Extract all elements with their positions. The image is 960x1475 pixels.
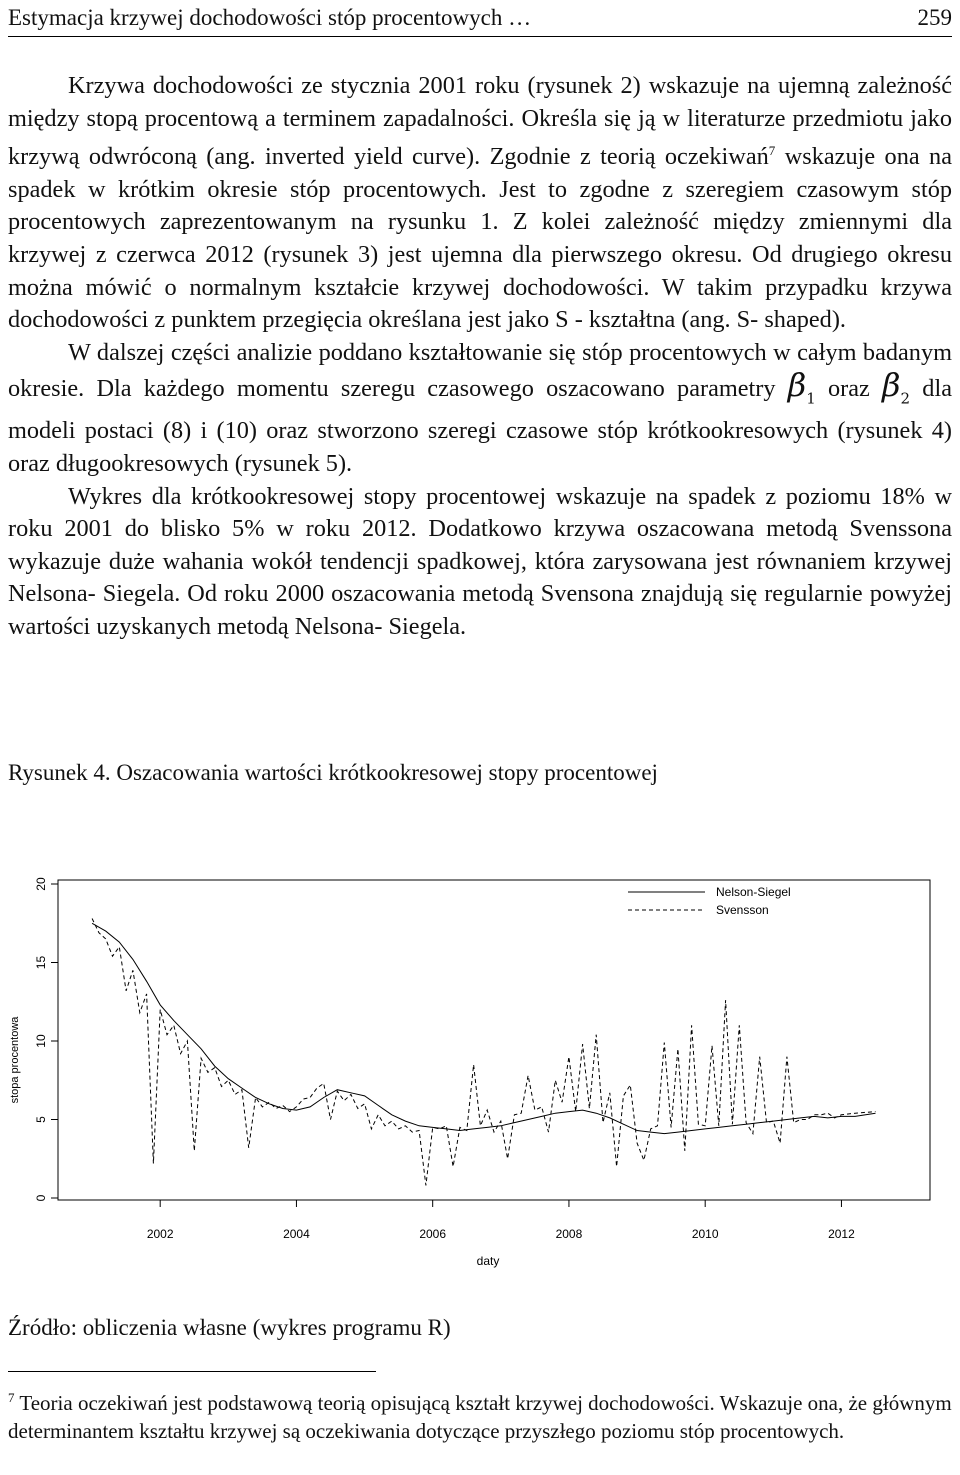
beta-2-symbol — [882, 366, 911, 408]
page-number: 259 — [917, 5, 952, 30]
legend-entry: Nelson-Siegel — [716, 885, 791, 899]
y-tick-label: 5 — [34, 1116, 48, 1123]
figure-caption: Rysunek 4. Oszacowania wartości krótkookresowej stopy procentowej — [8, 760, 658, 785]
paragraph-1 — [8, 70, 952, 337]
body-text — [8, 70, 952, 644]
y-axis-label: stopa procentowa — [9, 1016, 21, 1104]
short-rate-chart — [0, 860, 960, 1280]
paragraph-1-start: Krzywa dochodowości ze stycznia 2001 roku (rysunek 2) wskazuje na ujemną zależność między stopą procentową a terminem zapadalności. Określa się ją w literaturze przedmiotu jako krzywą odwróconą (ang. inverted yield curve). Zgodnie z teorią oczekiwań — [8, 72, 952, 171]
x-tick-label: 2010 — [691, 1227, 719, 1241]
footnote — [8, 1384, 952, 1445]
x-tick-label: 2002 — [146, 1227, 174, 1241]
beta-2-subscript: 2 — [900, 389, 911, 408]
beta-1-letter: β — [787, 366, 807, 405]
figure-source: Źródło: obliczenia własne (wykres programu R) — [8, 1315, 451, 1340]
paragraph-3: Wykres dla krótkookresowej stopy procentowej wskazuje na spadek z poziomu 18% w roku 2001 do blisko 5% w roku 2012. Dodatkowo krzywa oszacowana metodą Svenssona wykazuje duże wahania wokół tendencji spadkowej, która zarysowana jest równaniem krzywej Nelsona- Siegela. Od roku 2000 oszacowania metodą Svensona znajdują się regularnie powyżej wartości uzyskanych metodą Nelsona- Siegela. — [8, 482, 952, 640]
y-tick-label: 0 — [34, 1194, 48, 1202]
plot-frame — [58, 880, 930, 1200]
series-layer — [92, 919, 875, 1186]
y-axis — [34, 877, 58, 1201]
x-tick-label: 2004 — [283, 1227, 310, 1241]
beta-2-letter: β — [882, 366, 901, 405]
footnote-number: 7 — [8, 1390, 15, 1405]
x-tick-label: 2008 — [555, 1227, 583, 1241]
x-axis-label: daty — [476, 1254, 500, 1268]
x-tick-label: 2012 — [828, 1227, 855, 1241]
paragraph-2-end: dla modeli postaci (8) i (10) oraz stworzono szeregi czasowe stóp krótkookresowych (rysunek 4) oraz długookresowych (rysunek 5). — [8, 375, 952, 478]
footnote-rule — [8, 1371, 376, 1372]
running-header — [8, 0, 952, 37]
paragraph-2-oraz: oraz — [815, 375, 883, 403]
footnote-text: Teoria oczekiwań jest podstawową teorią opisującą kształt krzywej dochodowości. Wskazuje ona, że głównym determinantem kształtu krzywej są oczekiwania dotyczące przyszłego poziomu stóp procentowych. — [8, 1391, 952, 1443]
footnote-ref: 7 — [768, 143, 776, 159]
paragraph-2 — [8, 337, 952, 481]
beta-1-symbol — [787, 366, 816, 408]
svensson-line — [92, 919, 875, 1186]
header-title: Estymacja krzywej dochodowości stóp procentowych … — [8, 5, 532, 30]
y-tick-label: 20 — [34, 877, 48, 891]
nelson-siegel-line — [92, 923, 875, 1133]
plot-box — [58, 880, 930, 1200]
y-tick-label: 15 — [34, 955, 48, 970]
paragraph-1-end: wskazuje ona na spadek w krótkim okresie stóp procentowych. Jest to zgodne z szeregiem czasowym stóp procentowych zaprezentowanym na rysunku 1. Z kolei zależność między zmiennymi dla krzywej z czerwca 2012 (rysunek 3) jest ujemna dla pierwszego okresu. Od drugiego okresu można mówić o normalnym kształcie krzywej dochodowości. W takim przypadku krzywa dochodowości z punktem przegięcia określana jest jako S - kształtna (ang. S- shaped). — [8, 143, 952, 334]
x-tick-label: 2006 — [419, 1227, 447, 1241]
paragraph-2-start: W dalszej części analizie poddano kształtowanie się stóp procentowych w całym badanym okresie. Dla każdego momentu szeregu czasowego oszacowano parametry — [8, 338, 952, 403]
legend — [628, 885, 791, 917]
beta-1-subscript: 1 — [806, 389, 816, 408]
y-tick-label: 10 — [34, 1034, 48, 1048]
legend-entry: Svensson — [716, 903, 769, 917]
x-axis — [147, 1200, 855, 1241]
